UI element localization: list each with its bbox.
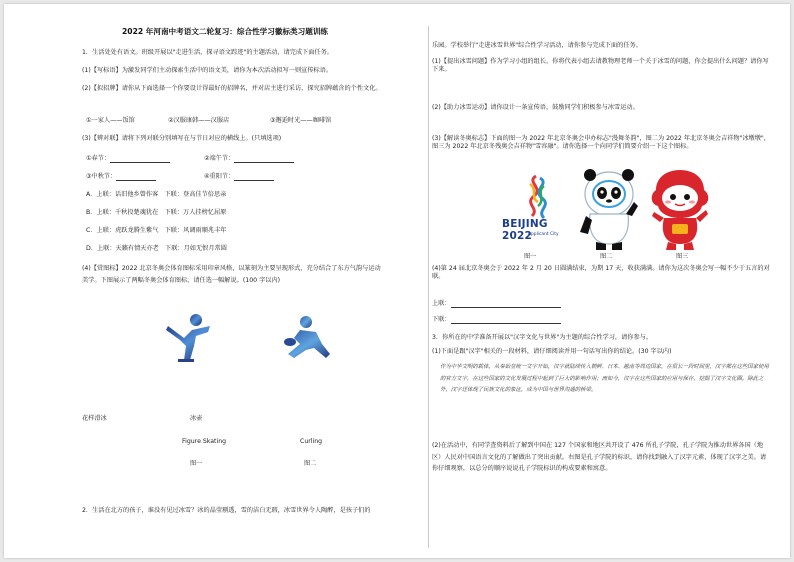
- q1-4-line-1: (4)【赏图标】2022 北京冬奥会体育图标采用印章风格，以篆刻为主要呈现形式，充分结合了东方气韵与运动: [82, 265, 381, 272]
- page-title: 2022 年河南中考语文二轮复习：综合性学习徽标类习题训练: [122, 27, 329, 36]
- q1-3: (3)【辨对联】请将下列对联分别填写在与节日对应的横线上。(只填选项): [82, 135, 282, 142]
- logo-subtitle: Applicant City: [528, 232, 559, 237]
- figure-skating-pictogram: [164, 312, 216, 364]
- q1-1: (1)【写标语】为激发同学们主动探索生活中的语文美，请你为本次活动拟写一则宣传标语。: [82, 67, 333, 74]
- couplet-a: A．上联：话旧他乡曾作客 下联：登高佳节倍思亲: [86, 191, 227, 198]
- q2-3: (3)【解读冬奥标志】下面的图一为 2022 年北京冬奥会申办标志"漫舞冬韵"，图二为 2022 年北京冬奥会吉祥物"冰墩墩"，图三为 2022 年北京冬残奥会吉祥物"雪容融"。请你选择一个向同学们简要介绍一下这个图标。: [432, 135, 770, 150]
- pictogram-2-en-label: Curling: [300, 438, 323, 445]
- q3-material: 作为中华文明的载体，从秦始皇统一文字开始，汉字就陆续传入朝鲜、日本、越南等周边国家，在很长一段时间里，汉字都在这些国家使用的官方文字，在这些国家的文化发展过程中起到了巨大的影响作用；而如今，汉字在这些国家的应用与保存，挖掘了汉字文化圈。除此之外，汉字还体现了民族文化的象征，成为中国与世界沟通的桥梁。: [440, 364, 769, 393]
- bing-dwen-dwen-mascot: [578, 166, 640, 250]
- pictogram-1-fig-label: 图一: [190, 460, 203, 467]
- festival-3-blank[interactable]: [116, 180, 156, 181]
- fig-2-label: 图二: [600, 253, 613, 260]
- pictogram-1-en-label: Figure Skating: [182, 438, 227, 445]
- pictogram-1-cn-label: 花样滑冰: [82, 415, 107, 422]
- couplet-lower: [432, 316, 561, 324]
- festival-1-blank[interactable]: [110, 162, 170, 163]
- couplet-d: D．上联：天籁有情天亦老 下联：月如无恨月常圆: [86, 245, 227, 252]
- right-column: [424, 4, 790, 558]
- q3-intro: 3．你所在的中学准备开展以"汉字文化与世界"为主题的综合性学习，请你参与。: [432, 334, 653, 341]
- festival-2-label: ②端午节：: [204, 155, 235, 162]
- q2-continuation: 乐园。学校举行"走进冰雪世界"综合性学习活动，请你参与完成下面的任务。: [432, 42, 642, 49]
- festival-3: [86, 173, 156, 181]
- festival-4-label: ④重阳节：: [204, 173, 235, 180]
- ribbon-emblem-icon: [504, 172, 574, 220]
- pictogram-2-fig-label: 图二: [304, 460, 317, 467]
- logo-wordmark: BEIJING 2022: [502, 218, 548, 242]
- couplet-upper: [432, 300, 561, 308]
- left-column: [4, 4, 424, 558]
- q2-2: (2)【助力冰雪运动】请你设计一条宣传语，鼓励同学们积极参与冰雪运动。: [432, 104, 639, 111]
- couplet-lower-blank[interactable]: [451, 323, 561, 324]
- q3-1: (1)下面是跟"汉字"相关的一段材料，请仔细阅读并用一句话写出你的结论。(30 字以内): [432, 348, 672, 355]
- q1-2: (2)【拟招牌】请你从下面选择一个你要设计得最好的招牌名，并对店主进行采访，探究招牌蕴含的个性文化。: [82, 85, 382, 92]
- document-page: [4, 4, 790, 558]
- q2-start: 2．生活在北方的孩子，谁没有见过冰雪？冰的晶莹剔透，雪的洁白无瑕，冰雪世界令人陶醉，是孩子们的: [82, 507, 371, 514]
- pictogram-2-cn-label: 冰壶: [190, 415, 203, 422]
- festival-2: [204, 155, 294, 163]
- couplet-c: C．上联：虎跃龙腾生紫气 下联：风调雨顺兆丰年: [86, 227, 227, 234]
- fig-3-label: 图三: [676, 253, 689, 260]
- festival-2-blank[interactable]: [234, 162, 294, 163]
- q2-4: (4)第 24 届北京冬奥会于 2022 年 2 月 20 日圆满结束，为期 17 天，收获满满。请你为这次冬奥会写一幅不少于五言的对联。: [432, 265, 770, 280]
- q1-2-option-2: ②汉服康韩——汉服店: [168, 117, 230, 124]
- couplet-lower-label: 下联：: [432, 316, 451, 323]
- q1-2-option-3: ③邂逅时光——咖啡馆: [270, 117, 332, 124]
- q3-2: (2)在活动中，有同学查资料后了解到中国在 127 个国家和地区共开设了 476 所孔子学院，孔子学院为推动世界各国（地区）人民对中国语言文化的了解做出了突出贡献。右图是孔子学院的标识，请你找到融入了汉字元素，体现了汉字之美。请你仔细观察，以总分的顺序说说孔子学院标识的构成要素和寓意。: [432, 442, 767, 472]
- couplet-upper-blank[interactable]: [451, 307, 561, 308]
- q1-4-line-2: 美学。下图展示了两幅冬奥会体育图标，请任选一幅解说。(100 字以内): [82, 277, 281, 284]
- q2-1: (1)【提出冰雪问题】作为学习小组的组长，你将代表小组去请教物理老师一个关于冰雪的问题，你会提出什么问题？请你写下来。: [432, 58, 769, 73]
- q1-2-option-1: ①一家人——饭馆: [86, 117, 135, 124]
- couplet-b: B．上联：千秋投楚魂犹在 下联：万人挂榜忆屈原: [86, 209, 227, 216]
- festival-1-label: ①春节：: [86, 155, 111, 162]
- shuey-rhon-rhon-mascot: [646, 168, 714, 250]
- festival-1: [86, 155, 170, 163]
- beijing-2022-logo: [504, 172, 574, 246]
- q1-intro: 1．生活处处有语文。班级开展以"走进生活，探寻语文踪迹"的主题活动，请完成下面任务。: [82, 49, 333, 56]
- fig-1-label: 图一: [524, 253, 537, 260]
- festival-3-label: ③中秋节：: [86, 173, 117, 180]
- curling-pictogram: [282, 314, 334, 362]
- festival-4: [204, 173, 274, 181]
- festival-4-blank[interactable]: [234, 180, 274, 181]
- couplet-upper-label: 上联：: [432, 300, 451, 307]
